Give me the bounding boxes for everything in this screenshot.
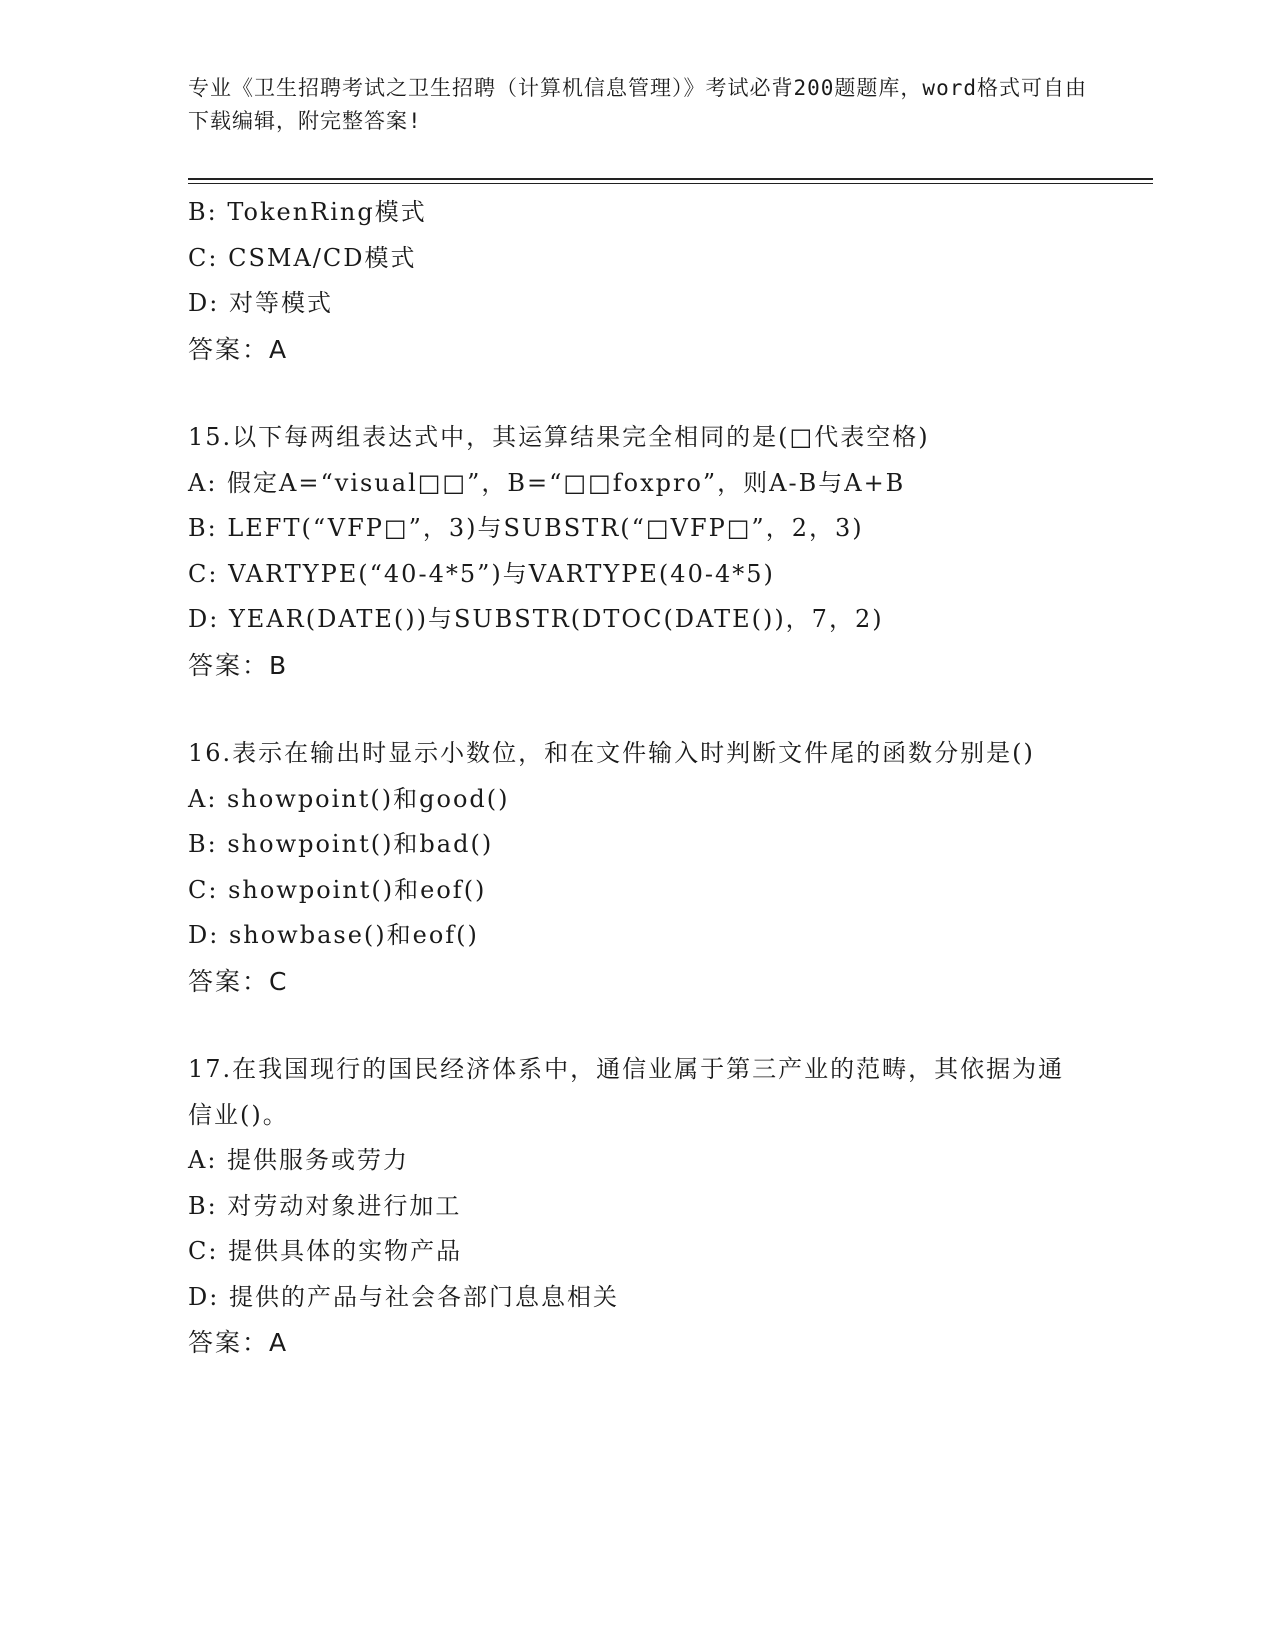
question-block-17 <box>188 1047 1088 1366</box>
answer-line: 答案：C <box>188 966 289 996</box>
spacer <box>188 372 1088 415</box>
option-a: A: showpoint()和good() <box>188 784 510 813</box>
question-stem: 15.以下每两组表达式中，其运算结果完全相同的是(□代表空格) <box>188 423 930 451</box>
answer-line: 答案：A <box>188 334 289 364</box>
option-b: B: LEFT(“VFP□”，3)与SUBSTR(“□VFP□”，2，3) <box>188 514 864 542</box>
spacer <box>188 688 1088 731</box>
answer-line: 答案：B <box>188 650 289 680</box>
page-header: 专业《卫生招聘考试之卫生招聘（计算机信息管理）》考试必背200题题库，word格式可自由下载编辑，附完整答案! <box>188 76 1087 133</box>
option-b: B: TokenRing模式 <box>188 198 427 226</box>
answer-line: 答案：A <box>188 1328 289 1357</box>
question-block-16 <box>188 731 1088 1004</box>
option-d: D: 提供的产品与社会各部门息息相关 <box>188 1282 619 1311</box>
header-rule <box>188 178 1153 180</box>
question-block-partial <box>188 190 1088 372</box>
question-block-15 <box>188 415 1088 688</box>
header-rule-thin <box>188 183 1153 184</box>
option-a: A: 提供服务或劳力 <box>188 1146 410 1174</box>
question-list <box>188 190 1088 1366</box>
option-d: D: 对等模式 <box>188 289 333 317</box>
option-c: C: VARTYPE(“40-4*5”)与VARTYPE(40-4*5) <box>188 559 775 588</box>
question-stem: 17.在我国现行的国民经济体系中，通信业属于第三产业的范畴，其依据为通信业()。 <box>188 1055 1065 1129</box>
spacer <box>188 1004 1088 1047</box>
option-b: B: showpoint()和bad() <box>188 830 494 858</box>
option-c: C: showpoint()和eof() <box>188 875 487 904</box>
option-b: B: 对劳动对象进行加工 <box>188 1191 462 1220</box>
option-d: D: showbase()和eof() <box>188 921 479 949</box>
question-stem: 16.表示在输出时显示小数位，和在文件输入时判断文件尾的函数分别是() <box>188 739 1035 767</box>
option-d: D: YEAR(DATE())与SUBSTR(DTOC(DATE())，7，2) <box>188 605 884 633</box>
option-a: A: 假定A=“visual□□”，B=“□□foxpro”，则A-B与A+B <box>188 468 906 497</box>
option-c: C: CSMA/CD模式 <box>188 243 417 272</box>
option-c: C: 提供具体的实物产品 <box>188 1237 463 1265</box>
